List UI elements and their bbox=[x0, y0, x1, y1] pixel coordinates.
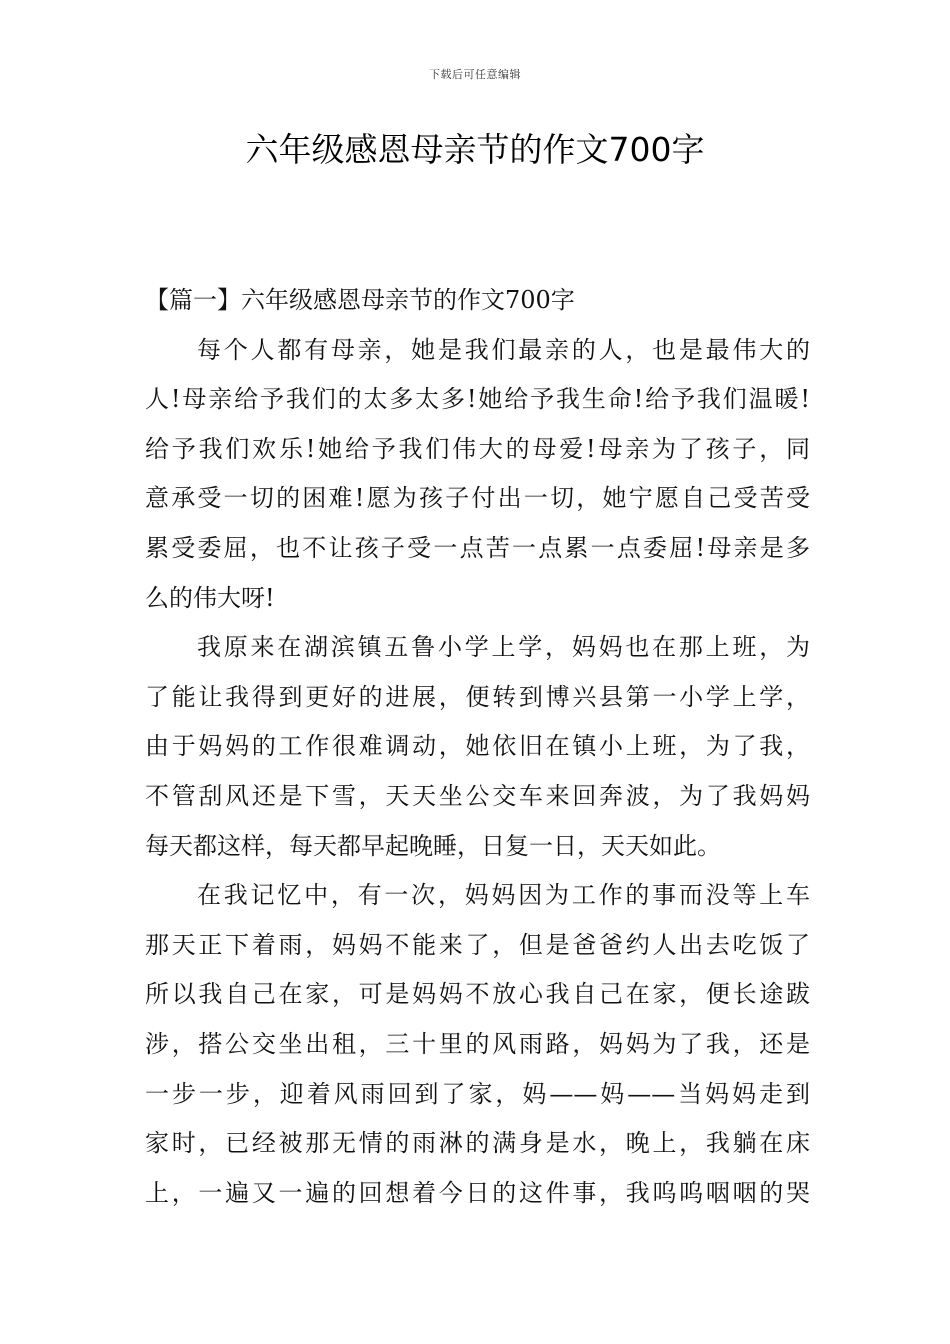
paragraph-line: 由于妈妈的工作很难调动，她依旧在镇小上班，为了我， bbox=[145, 732, 810, 761]
paragraph-line: 累受委屈，也不让孩子受一点苦一点累一点委屈!母亲是多 bbox=[145, 533, 810, 562]
document-body bbox=[145, 276, 810, 1218]
paragraph-line: 一步一步，迎着风雨回到了家，妈——妈——当妈妈走到 bbox=[145, 1079, 810, 1108]
paragraph-line: 在我记忆中，有一次，妈妈因为工作的事而没等上车 bbox=[197, 881, 810, 910]
paragraph-3 bbox=[145, 871, 810, 1218]
paragraph-1 bbox=[145, 326, 810, 624]
section-heading: 【篇一】六年级感恩母亲节的作文700字 bbox=[145, 286, 575, 314]
paragraph-line: 涉，搭公交坐出租，三十里的风雨路，妈妈为了我，还是 bbox=[145, 1029, 810, 1058]
paragraph-line: 所以我自己在家，可是妈妈不放心我自己在家，便长途跋 bbox=[145, 980, 810, 1009]
paragraph-2 bbox=[145, 623, 810, 871]
paragraph-line: 每个人都有母亲，她是我们最亲的人，也是最伟大的 bbox=[197, 335, 810, 364]
paragraph-line: 人!母亲给予我们的太多太多!她给予我生命!给予我们温暖! bbox=[145, 385, 810, 414]
paragraph-line: 了能让我得到更好的进展，便转到博兴县第一小学上学， bbox=[145, 682, 810, 711]
paragraph-line: 上，一遍又一遍的回想着今日的这件事，我呜呜咽咽的哭 bbox=[145, 1178, 810, 1207]
paragraph-line: 不管刮风还是下雪，天天坐公交车来回奔波，为了我妈妈 bbox=[145, 781, 810, 810]
header-note: 下载后可任意编辑 bbox=[429, 68, 521, 81]
paragraph-line: 我原来在湖滨镇五鲁小学上学，妈妈也在那上班，为 bbox=[197, 633, 810, 662]
paragraph-line: 那天正下着雨，妈妈不能来了，但是爸爸约人出去吃饭了 bbox=[145, 930, 810, 959]
paragraph-line: 家时，已经被那无情的雨淋的满身是水，晚上，我躺在床 bbox=[145, 1129, 810, 1158]
paragraph-line: 意承受一切的困难!愿为孩子付出一切，她宁愿自己受苦受 bbox=[145, 484, 810, 513]
paragraph-line: 给予我们欢乐!她给予我们伟大的母爱!母亲为了孩子，同 bbox=[145, 434, 810, 463]
paragraph-line: 每天都这样，每天都早起晚睡，日复一日，天天如此。 bbox=[145, 831, 721, 860]
paragraph-line: 么的伟大呀! bbox=[145, 583, 275, 612]
document-title: 六年级感恩母亲节的作文700字 bbox=[245, 130, 705, 169]
